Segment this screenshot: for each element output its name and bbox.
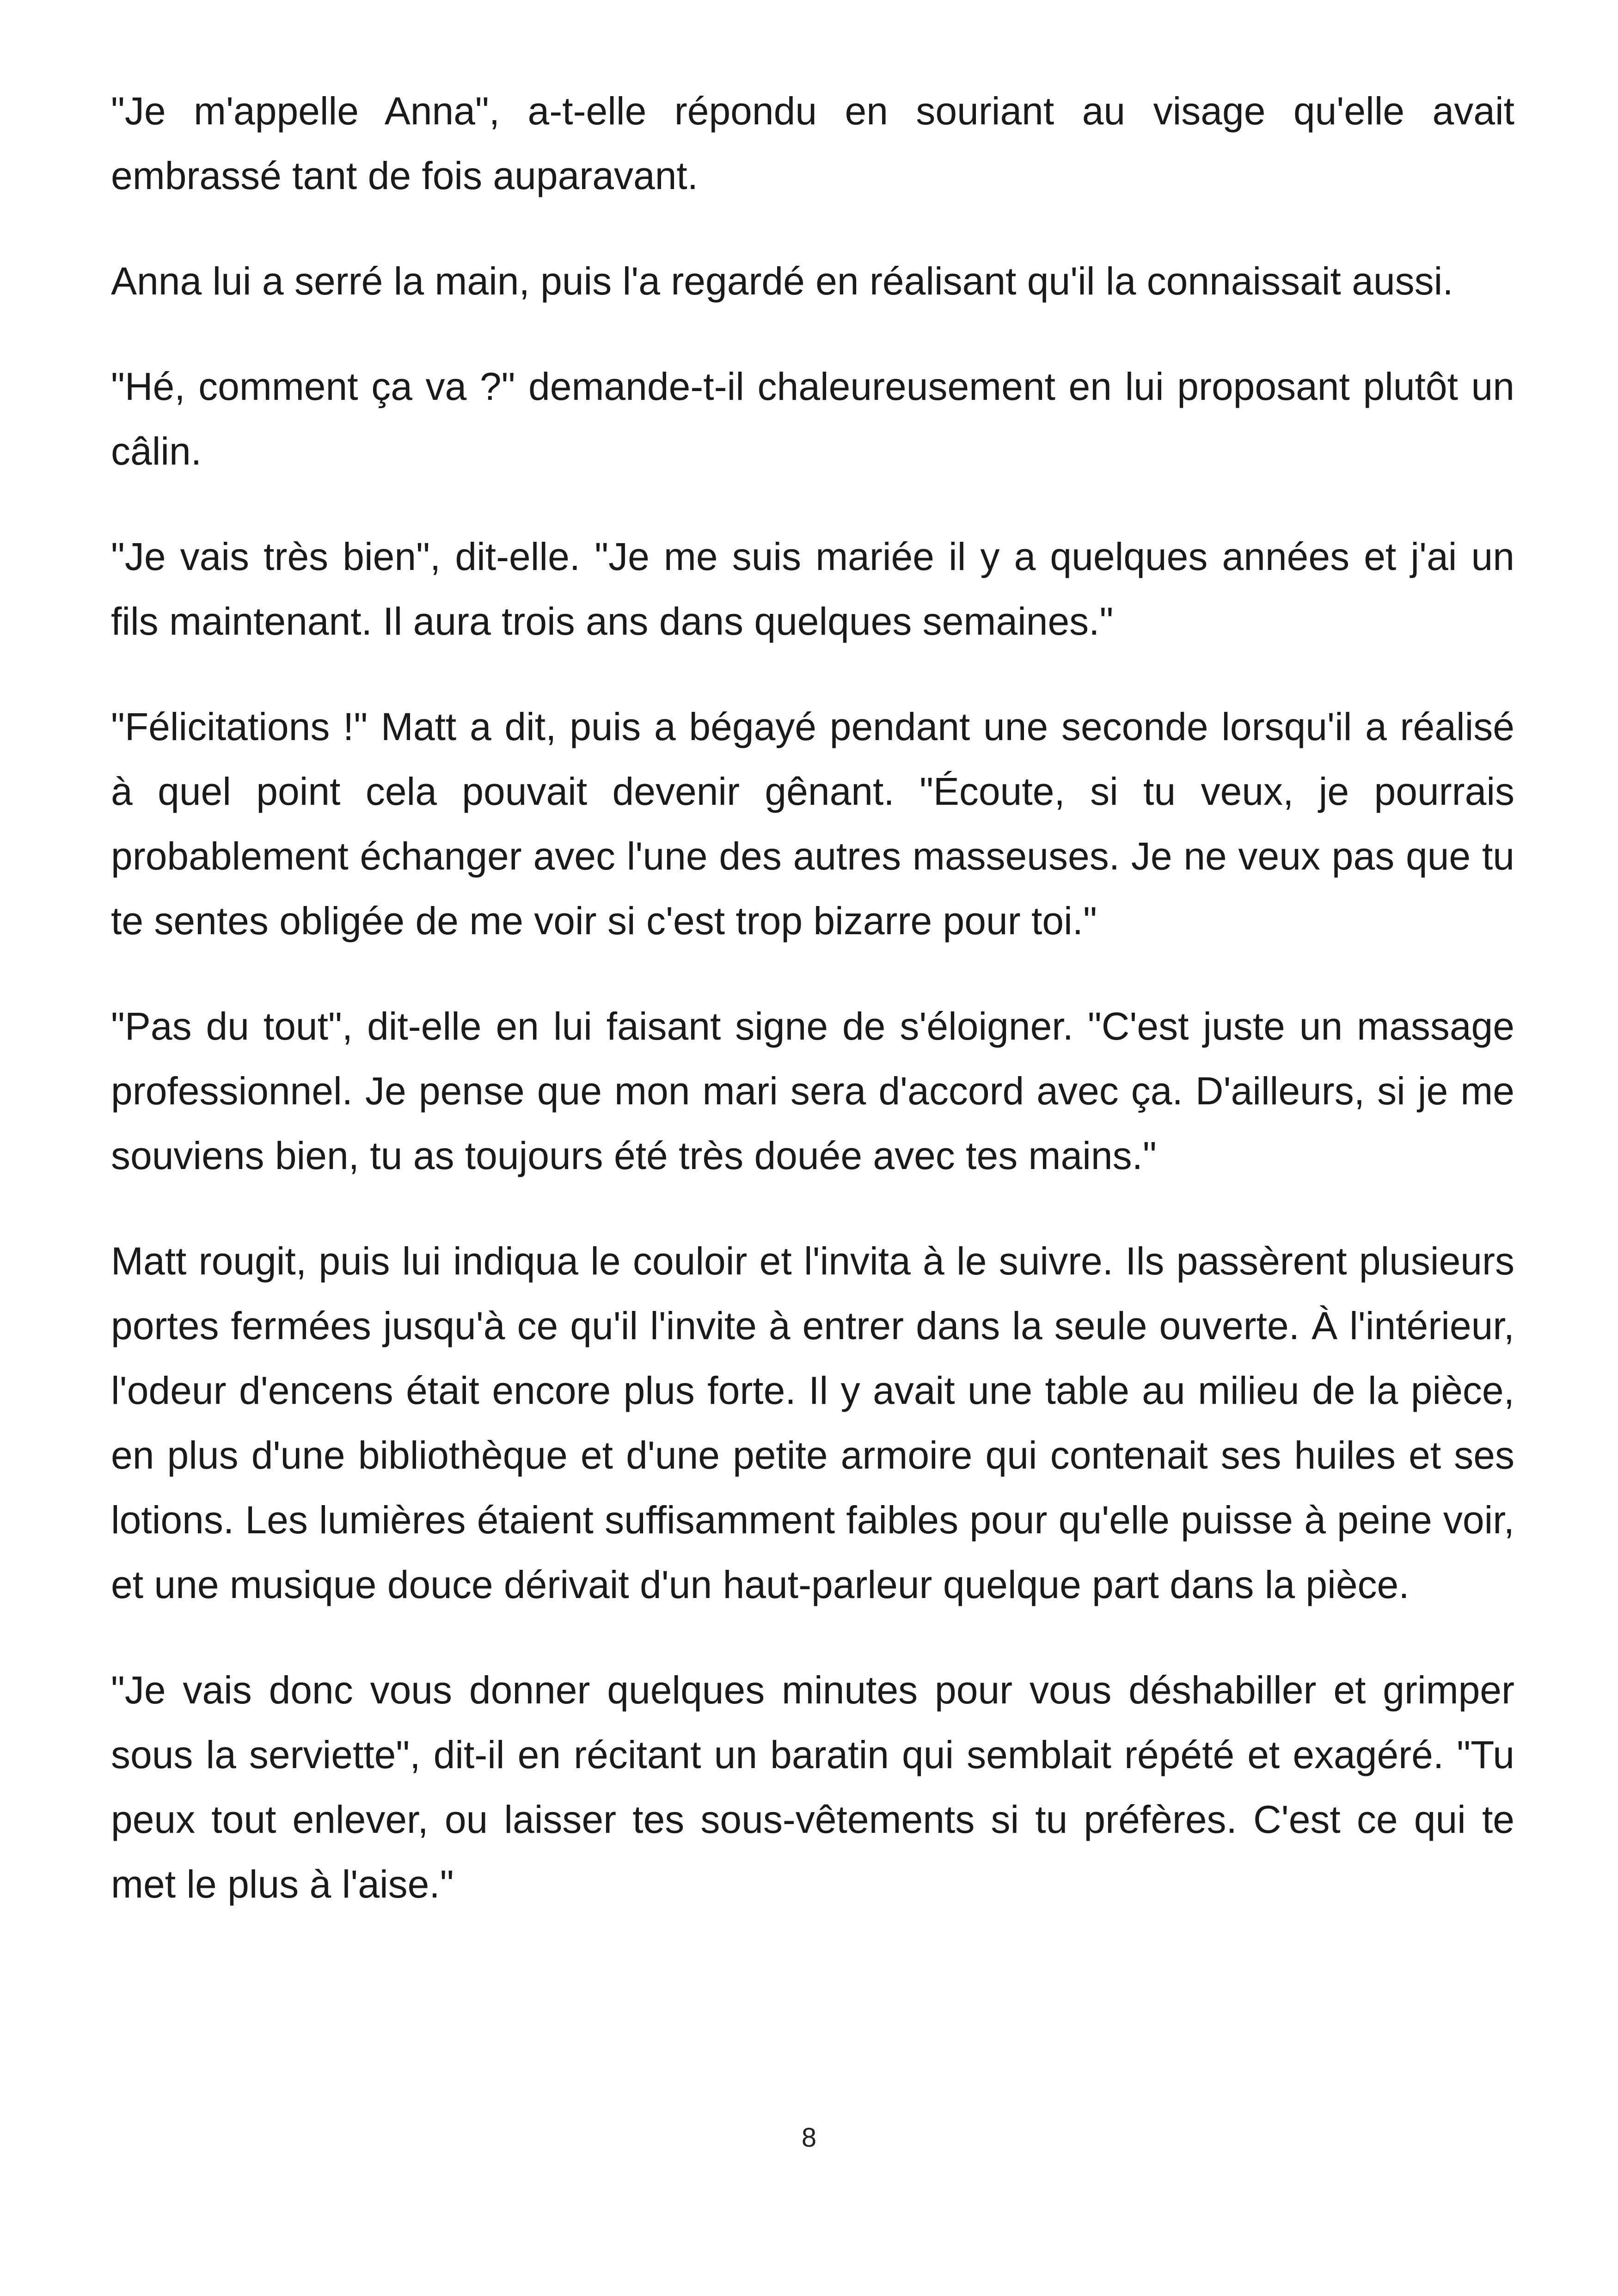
paragraph: "Pas du tout", dit-elle en lui faisant signe de s'éloigner. "C'est juste un massage professionnel. Je pense que mon mari sera d'accord avec ça. D'ailleurs, si je me souviens bien, tu as toujours été très douée avec tes mains.": [111, 1004, 1514, 1177]
page-number: 8: [801, 2123, 817, 2153]
paragraph: "Félicitations !" Matt a dit, puis a bégayé pendant une seconde lorsqu'il a réalisé à quel point cela pouvait devenir gênant. "Écoute, si tu veux, je pourrais probablement échanger avec l'une des autres masseuses. Je ne veux pas que tu te sentes obligée de me voir si c'est trop bizarre pour toi.": [111, 705, 1514, 943]
paragraph: "Je vais donc vous donner quelques minutes pour vous déshabiller et grimper sous la serviette", dit-il en récitant un baratin qui semblait répété et exagéré. "Tu peux tout enlever, ou laisser tes sous-vêtements si tu préfères. C'est ce qui te met le plus à l'aise.": [111, 1668, 1514, 1906]
paragraph: "Hé, comment ça va ?" demande-t-il chaleureusement en lui proposant plutôt un câlin.: [111, 365, 1514, 473]
paragraph: "Je m'appelle Anna", a-t-elle répondu en souriant au visage qu'elle avait embrassé tant de fois auparavant.: [111, 89, 1514, 197]
page-body: [111, 79, 1514, 1957]
paragraph: Anna lui a serré la main, puis l'a regardé en réalisant qu'il la connaissait aussi.: [111, 259, 1453, 303]
paragraph: Matt rougit, puis lui indiqua le couloir et l'invita à le suivre. Ils passèrent plusieurs portes fermées jusqu'à ce qu'il l'invite à entrer dans la seule ouverte. À l'intérieur, l'odeur d'encens était encore plus forte. Il y avait une table au milieu de la pièce, en plus d'une bibliothèque et d'une petite armoire qui contenait ses huiles et ses lotions. Les lumières étaient suffisamment faibles pour qu'elle puisse à peine voir, et une musique douce dérivait d'un haut-parleur quelque part dans la pièce.: [111, 1239, 1514, 1606]
paragraph: "Je vais très bien", dit-elle. "Je me suis mariée il y a quelques années et j'ai un fils maintenant. Il aura trois ans dans quelques semaines.": [111, 535, 1514, 643]
